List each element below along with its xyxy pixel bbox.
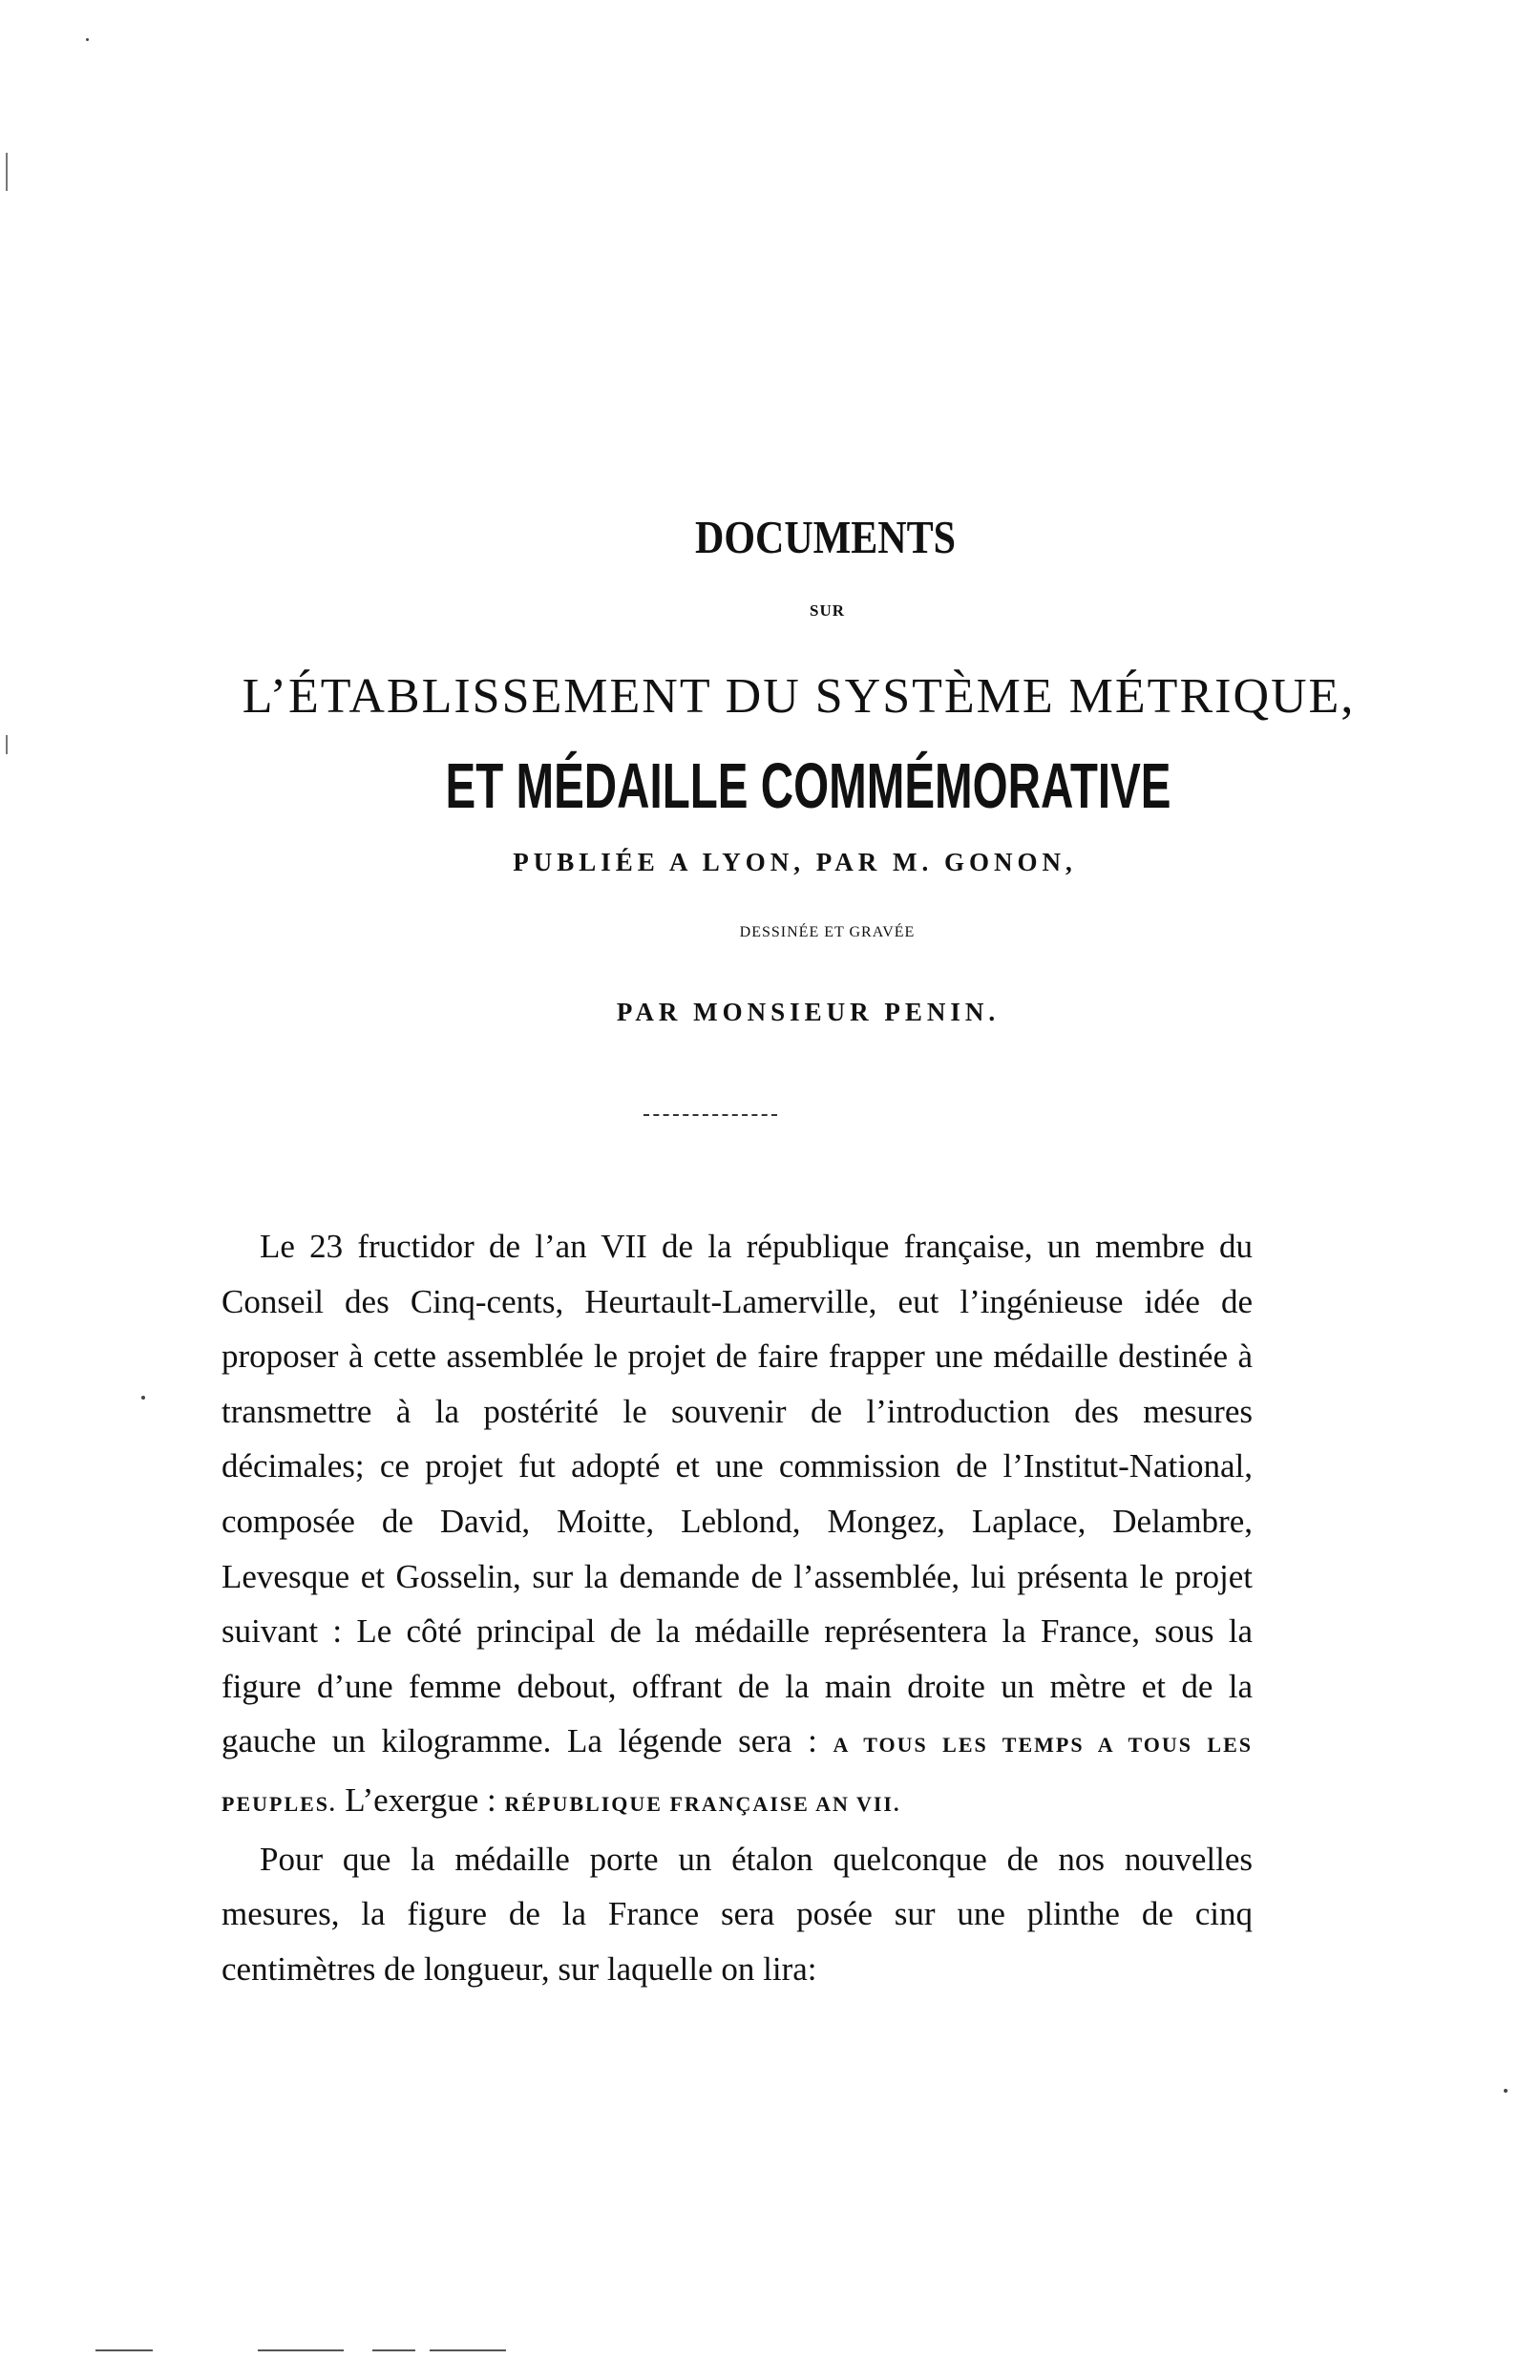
paragraph-2: Pour que la médaille porte un étalon quelconque de nos nouvelles mesures, la figure de la France sera posée sur une plinthe de cinq centimètres de longueur, sur laquelle on lira: bbox=[222, 1840, 1253, 1988]
paragraph-1 bbox=[222, 1219, 1253, 1832]
scan-speck bbox=[141, 1396, 145, 1400]
exergue-label: L’exergue : bbox=[336, 1780, 505, 1819]
bottom-rule bbox=[372, 2349, 415, 2351]
heading-sur: SUR bbox=[809, 601, 845, 620]
heading-documents: DOCUMENTS bbox=[694, 513, 957, 564]
section-divider bbox=[643, 1114, 777, 1116]
bottom-rule bbox=[95, 2349, 153, 2351]
heading-publiee-a-lyon: PUBLIÉE A LYON, PAR M. GONON, bbox=[513, 848, 1077, 876]
bottom-rule bbox=[430, 2349, 506, 2351]
exergue-text: RÉPUBLIQUE FRANÇAISE AN VII. bbox=[504, 1791, 901, 1816]
heading-par-monsieur-penin: PAR MONSIEUR PENIN. bbox=[616, 998, 1001, 1026]
heading-etablissement: L’ÉTABLISSEMENT DU SYSTÈME MÉTRIQUE, bbox=[242, 669, 1356, 724]
heading-medaille-commemorative: ET MÉDAILLE COMMÉMORATIVE bbox=[445, 750, 1171, 822]
paragraph-1-text: Le 23 fructidor de l’an VII de la république française, un membre du Conseil des Cinq-cents, Heurtault-Lamerville, eut l’ingénieuse idée de proposer à cette assemblée le projet de faire frapper une médaille destinée à transmettre à la postérité le souvenir de l’introduction des mesures décimales; ce projet fut adopté et une commission de l’Institut-National, composée de David, Moitte, Leblond, Mongez, Laplace, Delambre, Levesque et Gosselin, sur la demande de l’assemblée, lui présenta le projet suivant : Le côté principal de la médaille représentera la France, sous la figure d’une femme debout, offrant de la main droite un mètre et de la gauche un kilogramme. La légende sera : bbox=[222, 1228, 1253, 1760]
body-text bbox=[222, 1219, 1253, 1996]
scan-edge-mark bbox=[6, 153, 8, 191]
heading-dessinee-et-gravee: DESSINÉE ET GRAVÉE bbox=[739, 924, 916, 940]
scan-speck bbox=[1504, 2089, 1508, 2093]
legend-text: A TOUS LES TEMPS A TOUS LES PEUPLES. bbox=[222, 1733, 1253, 1816]
scan-speck bbox=[86, 38, 89, 41]
bottom-rule bbox=[258, 2349, 344, 2351]
scan-edge-mark bbox=[6, 735, 8, 754]
